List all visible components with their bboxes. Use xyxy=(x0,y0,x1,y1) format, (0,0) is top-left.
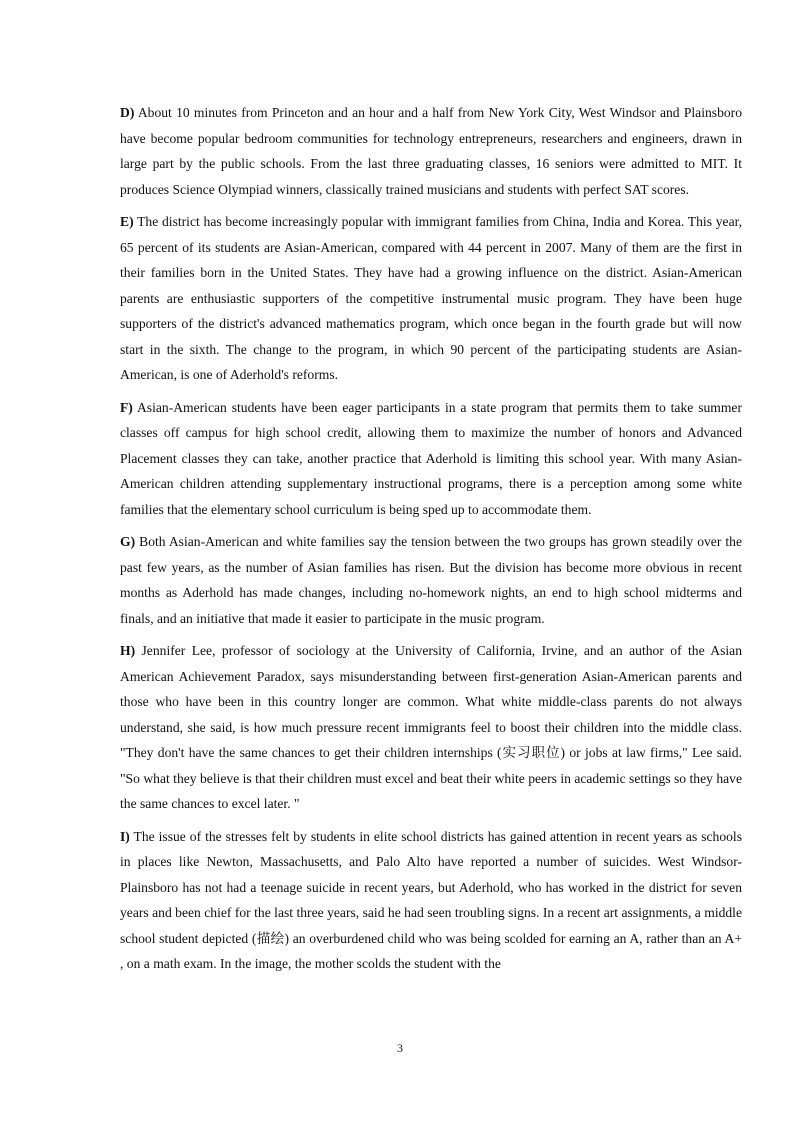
paragraph-h xyxy=(120,638,742,817)
paragraph-label: E) xyxy=(120,214,134,229)
paragraph-label: I) xyxy=(120,828,130,844)
paragraph-label: F) xyxy=(120,399,133,415)
paragraph-label: G) xyxy=(120,534,136,549)
paragraph-label: D) xyxy=(120,105,135,120)
paragraph-text: The issue of the stresses felt by students in elite school districts has gained attention in recent years as schools in places like Newton, Massachusetts, and Palo Alto have reported a number of suicides. West Windsor-Plainsboro has not had a teenage suicide in recent years, but Aderhold, who has worked in the district for seven years and been chief for the last three years, said he had seen troubling signs. In a recent art assignments, a middle school student depicted (描绘) an overburdened child who was being scolded for earning an A, rather than an A+ , on a math exam. In the image, the mother scolds the student with the xyxy=(120,828,742,971)
paragraph-e xyxy=(120,209,742,388)
paragraph-text: About 10 minutes from Princeton and an hour and a half from New York City, West Windsor and Plainsboro have become popular bedroom communities for technology entrepreneurs, researchers and engineers, drawn in large part by the public schools. From the last three graduating classes, 16 seniors were admitted to MIT. It produces Science Olympiad winners, classically trained musicians and students with perfect SAT scores. xyxy=(120,105,742,197)
paragraph-f xyxy=(120,395,742,523)
paragraph-text: The district has become increasingly popular with immigrant families from China, India and Korea. This year, 65 percent of its students are Asian-American, compared with 44 percent in 2007. Many of them are the first in their families born in the United States. They have had a growing influence on the district. Asian-American parents are enthusiastic supporters of the competitive instrumental music program. They have been huge supporters of the district's advanced mathematics program, which once began in the fourth grade but will now start in the sixth. The change to the program, in which 90 percent of the participating students are Asian-American, is one of Aderhold's reforms. xyxy=(120,214,742,382)
paragraph-d xyxy=(120,100,742,202)
paragraph-text: Jennifer Lee, professor of sociology at the University of California, Irvine, and an author of the Asian American Achievement Paradox, says misunderstanding between first-generation Asian-American parents and those who have been in this country longer are common. What white middle-class parents do not always understand, she said, is how much pressure recent immigrants feel to boost their children into the middle class. "They don't have the same chances to get their children internships (实习职位) or jobs at law firms," Lee said. "So what they believe is that their children must excel and beat their white peers in academic settings so they have the same chances to excel later. " xyxy=(120,643,742,811)
paragraph-g xyxy=(120,529,742,631)
paragraph-i xyxy=(120,824,742,977)
paragraph-label: H) xyxy=(120,643,136,658)
page-number: 3 xyxy=(397,1041,403,1055)
paragraph-text: Asian-American students have been eager participants in a state program that permits them to take summer classes off campus for high school credit, allowing them to maximize the number of honors and Advanced Placement classes they can take, another practice that Aderhold is limiting this school year. With many Asian-American children attending supplementary instructional programs, there is a perception among some white families that the elementary school curriculum is being sped up to accommodate them. xyxy=(120,399,742,517)
document-body xyxy=(120,100,742,984)
paragraph-text: Both Asian-American and white families say the tension between the two groups has grown steadily over the past few years, as the number of Asian families has risen. But the division has become more obvious in recent months as Aderhold has made changes, including no-homework nights, an end to high school midterms and finals, and an initiative that made it easier to participate in the music program. xyxy=(120,534,742,626)
